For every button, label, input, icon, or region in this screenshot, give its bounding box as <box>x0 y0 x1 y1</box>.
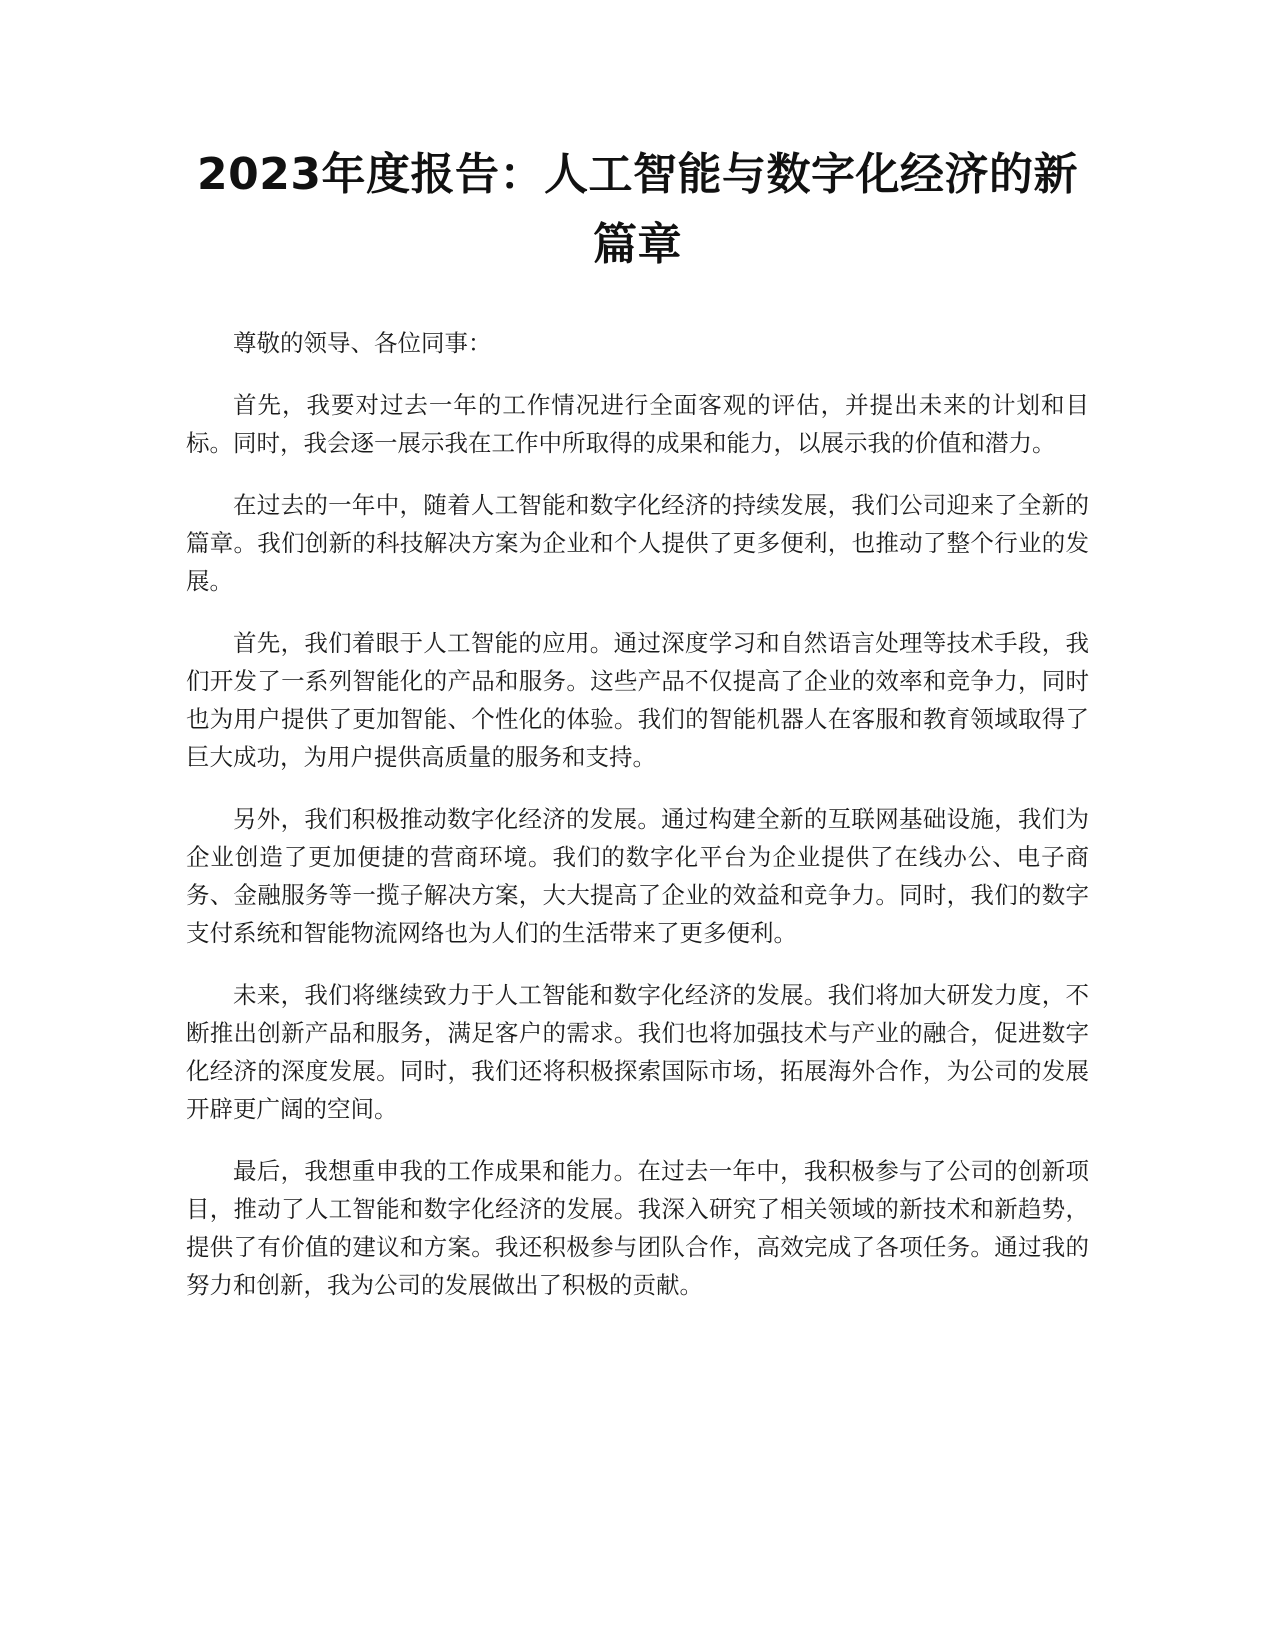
document-page <box>186 140 1089 1328</box>
paragraph-3: 首先，我们着眼于人工智能的应用。通过深度学习和自然语言处理等技术手段，我们开发了一系列智能化的产品和服务。这些产品不仅提高了企业的效率和竞争力，同时也为用户提供了更加智能、个性化的体验。我们的智能机器人在客服和教育领域取得了巨大成功，为用户提供高质量的服务和支持。 <box>186 629 1089 771</box>
paragraph-5: 未来，我们将继续致力于人工智能和数字化经济的发展。我们将加大研发力度，不断推出创新产品和服务，满足客户的需求。我们也将加强技术与产业的融合，促进数字化经济的深度发展。同时，我们还将积极探索国际市场，拓展海外合作，为公司的发展开辟更广阔的空间。 <box>186 981 1089 1123</box>
document-title: 2023年度报告：人工智能与数字化经济的新篇章 <box>197 149 1078 270</box>
paragraph-1: 首先，我要对过去一年的工作情况进行全面客观的评估，并提出未来的计划和目标。同时，我会逐一展示我在工作中所取得的成果和能力，以展示我的价值和潜力。 <box>186 391 1089 457</box>
salutation: 尊敬的领导、各位同事： <box>233 329 492 357</box>
paragraph-4: 另外，我们积极推动数字化经济的发展。通过构建全新的互联网基础设施，我们为企业创造了更加便捷的营商环境。我们的数字化平台为企业提供了在线办公、电子商务、金融服务等一揽子解决方案，大大提高了企业的效益和竞争力。同时，我们的数字支付系统和智能物流网络也为人们的生活带来了更多便利。 <box>186 805 1089 947</box>
document-body <box>186 324 1089 1304</box>
paragraph-2: 在过去的一年中，随着人工智能和数字化经济的持续发展，我们公司迎来了全新的篇章。我们创新的科技解决方案为企业和个人提供了更多便利，也推动了整个行业的发展。 <box>186 491 1089 595</box>
paragraph-6: 最后，我想重申我的工作成果和能力。在过去一年中，我积极参与了公司的创新项目，推动了人工智能和数字化经济的发展。我深入研究了相关领域的新技术和新趋势，提供了有价值的建议和方案。我还积极参与团队合作，高效完成了各项任务。通过我的努力和创新，我为公司的发展做出了积极的贡献。 <box>186 1157 1089 1299</box>
